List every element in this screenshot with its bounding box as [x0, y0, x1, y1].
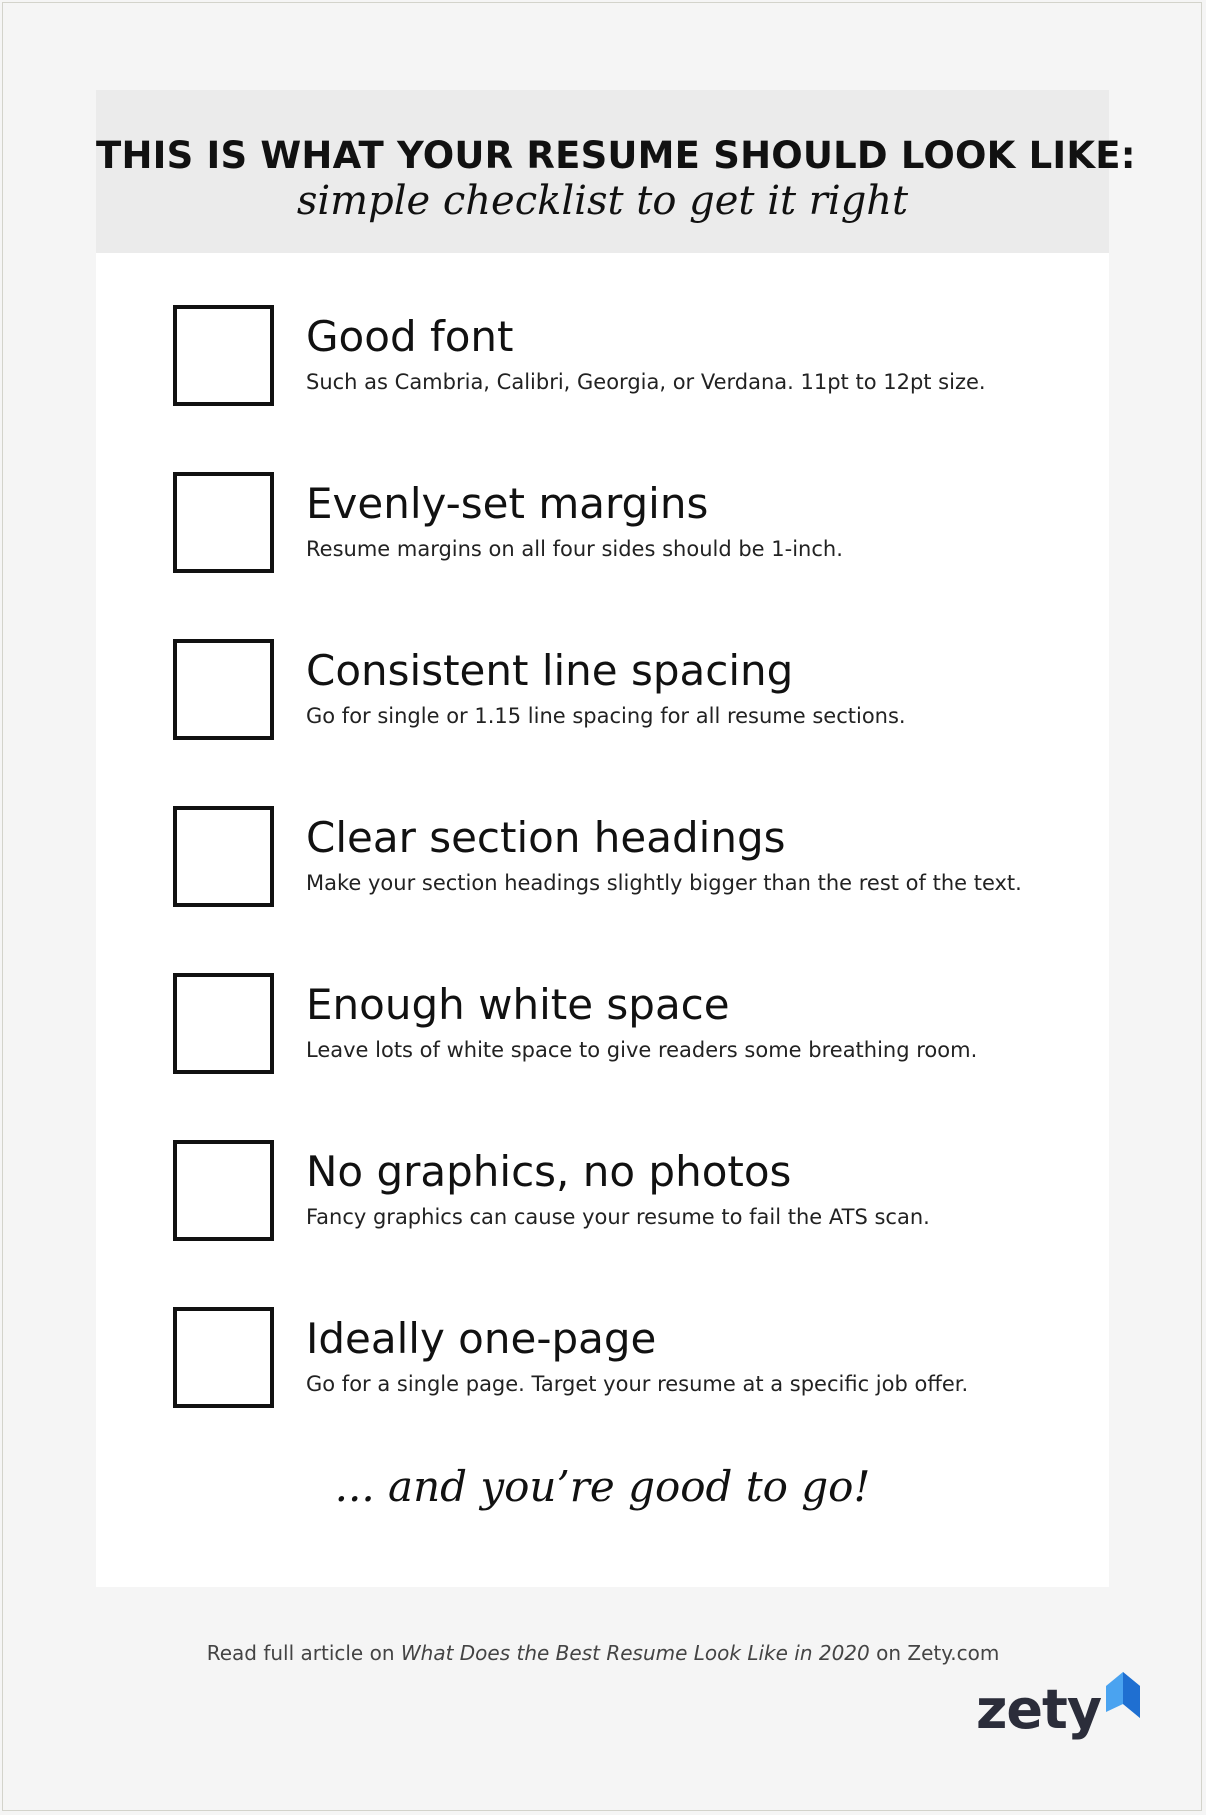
logo-wordmark: zety — [976, 1678, 1102, 1741]
footer-note — [0, 1641, 1206, 1665]
item-description: Leave lots of white space to give readers some breathing room. — [306, 1038, 978, 1062]
item-description: Such as Cambria, Calibri, Georgia, or Verdana. 11pt to 12pt size. — [306, 370, 986, 394]
checklist-card — [96, 90, 1136, 1587]
checkbox[interactable] — [173, 639, 274, 740]
checklist-item-no-graphics[interactable] — [173, 1140, 1093, 1242]
item-title: Enough white space — [306, 980, 730, 1029]
checkbox[interactable] — [173, 305, 274, 406]
checklist-item-one-page[interactable] — [173, 1307, 1093, 1409]
checkbox[interactable] — [173, 472, 274, 573]
footer-suffix: on Zety.com — [869, 1641, 1000, 1665]
checklist-item-section-headings[interactable] — [173, 806, 1093, 908]
item-title: Ideally one-page — [306, 1314, 657, 1363]
item-title: Good font — [306, 312, 514, 361]
item-description: Go for single or 1.15 line spacing for all resume sections. — [306, 704, 906, 728]
page-title: THIS IS WHAT YOUR RESUME SHOULD LOOK LIKE: — [96, 134, 1136, 177]
zety-logo[interactable] — [976, 1672, 1136, 1752]
checkbox[interactable] — [173, 1307, 274, 1408]
item-title: Evenly-set margins — [306, 479, 709, 528]
checkbox[interactable] — [173, 806, 274, 907]
item-description: Fancy graphics can cause your resume to fail the ATS scan. — [306, 1205, 930, 1229]
item-description: Resume margins on all four sides should be 1-inch. — [306, 537, 843, 561]
item-description: Go for a single page. Target your resume at a specific job offer. — [306, 1372, 969, 1396]
item-title: No graphics, no photos — [306, 1147, 792, 1196]
page-subtitle: simple checklist to get it right — [296, 178, 909, 224]
footer-prefix: Read full article on — [206, 1641, 401, 1665]
item-title: Consistent line spacing — [306, 646, 794, 695]
checklist-item-margins[interactable] — [173, 472, 1093, 574]
checkbox[interactable] — [173, 973, 274, 1074]
checklist-item-white-space[interactable] — [173, 973, 1093, 1075]
zety-chevron-icon — [1106, 1672, 1140, 1734]
checkbox[interactable] — [173, 1140, 274, 1241]
item-description: Make your section headings slightly bigger than the rest of the text. — [306, 871, 1022, 895]
article-link[interactable]: What Does the Best Resume Look Like in 2020 — [400, 1641, 870, 1665]
checklist-item-line-spacing[interactable] — [173, 639, 1093, 741]
closing-line: ... and you’re good to go! — [334, 1462, 871, 1511]
checklist-item-good-font[interactable] — [173, 305, 1093, 407]
item-title: Clear section headings — [306, 813, 786, 862]
card-header — [96, 90, 1136, 253]
